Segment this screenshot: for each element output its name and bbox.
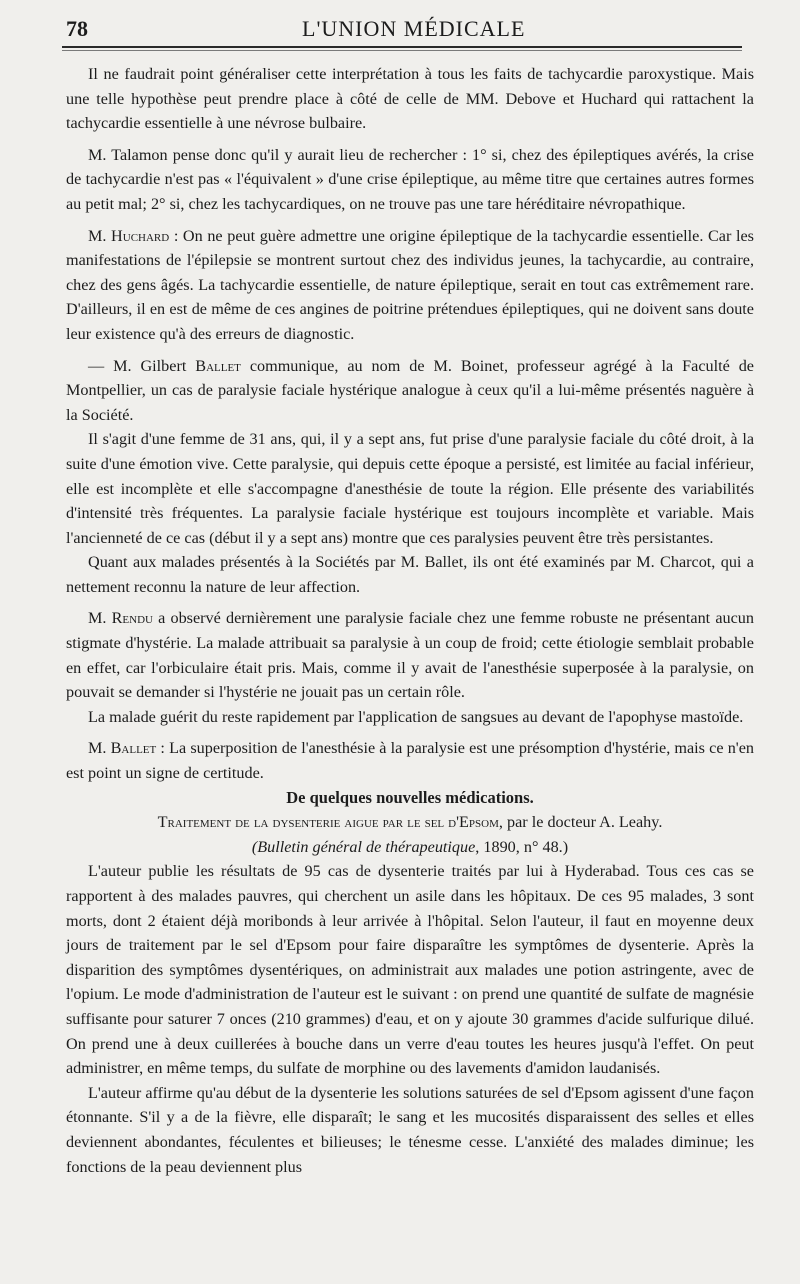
paragraph: Il s'agit d'une femme de 31 ans, qui, il y a sept ans, fut prise d'une paralysie faciale du côté droit, à la suite d'une émotion vive. Cette paralysie, qui depuis cette époque a persisté, est limitée au facial inférieur, elle est incomplète et elle s'accompagne d'anesthésie de toute la région. Elle présente des variabilités d'intensité très fréquentes. La paralysie faciale hystérique est toujours incomplète et variable. Mais l'ancienneté de ce cas (début il y a sept ans) montre que ces paralysies peuvent être très persistantes.: [66, 430, 754, 547]
paragraph: La malade guérit du reste rapidement par l'application de sangsues au devant de l'apophyse mastoïde.: [88, 707, 744, 726]
review-source-journal: (Bulletin général de thérapeutique: [251, 837, 476, 856]
page-number: 78: [66, 16, 88, 41]
paragraph-prefix: M.: [88, 739, 111, 758]
paragraph: [66, 354, 754, 428]
review-source-issue: , 1890, n° 48.): [475, 837, 569, 856]
paragraph: Quant aux malades présentés à la Sociétés par M. Ballet, ils ont été examinés par M. Charcot, qui a nettement reconnu la nature de leur affection.: [66, 553, 754, 596]
paragraph-prefix: — M. Gilbert: [88, 356, 196, 375]
paragraph-text: : On ne peut guère admettre une origine épileptique de la tachycardie essentielle. Car les manifestations de l'épilepsie se montrent surtout chez des individus jeunes, la tachycardie, au contraire, chez des gens âgés. La tachycardie essentielle, de nature épileptique, serait en tout cas extrêmement rare. D'ailleurs, il en est de même de ces angines de poitrine prétendues épileptiques, qui ne doivent sans doute leur existence qu'à des erreurs de diagnostic.: [66, 226, 754, 343]
paragraph: M. Talamon pense donc qu'il y aurait lieu de rechercher : 1° si, chez des épileptiques avérés, la crise de tachycardie n'est pas « l'équivalent » d'une crise épileptique, au même titre que certaines autres formes au petit mal; 2° si, chez les tachycardiques, on ne trouve pas une tare héréditaire névropathique.: [66, 145, 754, 213]
page-header: [66, 16, 756, 44]
paragraph: [66, 736, 754, 785]
article-body: [66, 62, 754, 1179]
speaker-name: Rendu: [111, 609, 153, 628]
paragraph-text: : La superposition de l'anesthésie à la paralysie est une présomption d'hystérie, mais ce n'en est point un signe de certitude.: [66, 739, 754, 783]
speaker-name: Ballet: [195, 356, 241, 375]
paragraph: [66, 224, 754, 347]
paragraph-text: communique, au nom de M. Boinet, professeur agrégé à la Faculté de Montpellier, un cas de paralysie faciale hystérique analogue à ceux qu'il a lui-même présentés naguère à la Société.: [66, 356, 754, 424]
review-heading-author: , par le docteur A. Leahy.: [498, 813, 663, 832]
section-title: De quelques nouvelles médications.: [286, 787, 534, 807]
paragraph: [66, 606, 754, 704]
speaker-name: M. Huchard: [88, 226, 170, 245]
speaker-name: Ballet: [110, 739, 157, 758]
review-heading: [66, 810, 754, 835]
header-rule-thin: [62, 50, 742, 51]
paragraph: L'auteur affirme qu'au début de la dysenterie les solutions saturées de sel d'Epsom agissent d'une façon étonnante. S'il y a de la fièvre, elle disparaît; le sang et les mucosités disparaissent des selles et elles deviennent abondantes, féculentes et bilieuses; le ténesme cesse. L'anxiété des malades diminue; les fonctions de la peau deviennent plus: [66, 1083, 754, 1176]
paragraph-text: a observé dernièrement une paralysie faciale chez une femme robuste ne présentant aucun stigmate d'hystérie. La malade attribuait sa paralysie à un coup de froid; cette étiologie semblait probable en effet, car l'orbiculaire était pris. Mais, comme il y avait de l'anesthésie superposée à la paralysie, on pouvait se demander si l'hystérie ne jouait pas un certain rôle.: [66, 609, 754, 702]
review-heading-title: Traitement de la dysenterie aigue par le sel d'Epsom: [157, 813, 499, 832]
journal-title: L'UNION MÉDICALE: [302, 16, 526, 41]
header-rule: [62, 46, 742, 48]
paragraph: Il ne faudrait point généraliser cette interprétation à tous les faits de tachycardie paroxystique. Mais une telle hypothèse peut prendre place à côté de celle de MM. Debove et Huchard qui rattachent la tachycardie essentielle à une névrose bulbaire.: [66, 65, 754, 133]
review-source: [66, 835, 754, 860]
paragraph: L'auteur publie les résultats de 95 cas de dysenterie traités par lui à Hyderabad. Tous ces cas se rapportent à des malades pauvres, qui cherchent un asile dans les hôpitaux. De ces 95 malades, 3 sont morts, dont 2 étaient déjà moribonds à leur arrivée à l'hôpital. Selon l'auteur, il faut en moyenne deux jours de traitement par le sel d'Epsom pour faire disparaître les symptômes de dysenterie. Après la disparition des symptômes dysentériques, on administrait aux malades une potion astringente, avec de l'opium. Le mode d'administration de l'auteur est le suivant : on prend une quantité de sulfate de magnésie suffisante pour saturer 7 onces (210 grammes) d'eau, et on y ajoute 30 grammes d'acide sulfurique dilué. On prend une à deux cuillerées à bouche dans un verre d'eau toutes les heures jusqu'à l'effet. On peut administrer, en même temps, du sulfate de morphine ou des lavements d'amidon laudanisés.: [66, 862, 754, 1078]
paragraph-prefix: M.: [88, 609, 112, 628]
